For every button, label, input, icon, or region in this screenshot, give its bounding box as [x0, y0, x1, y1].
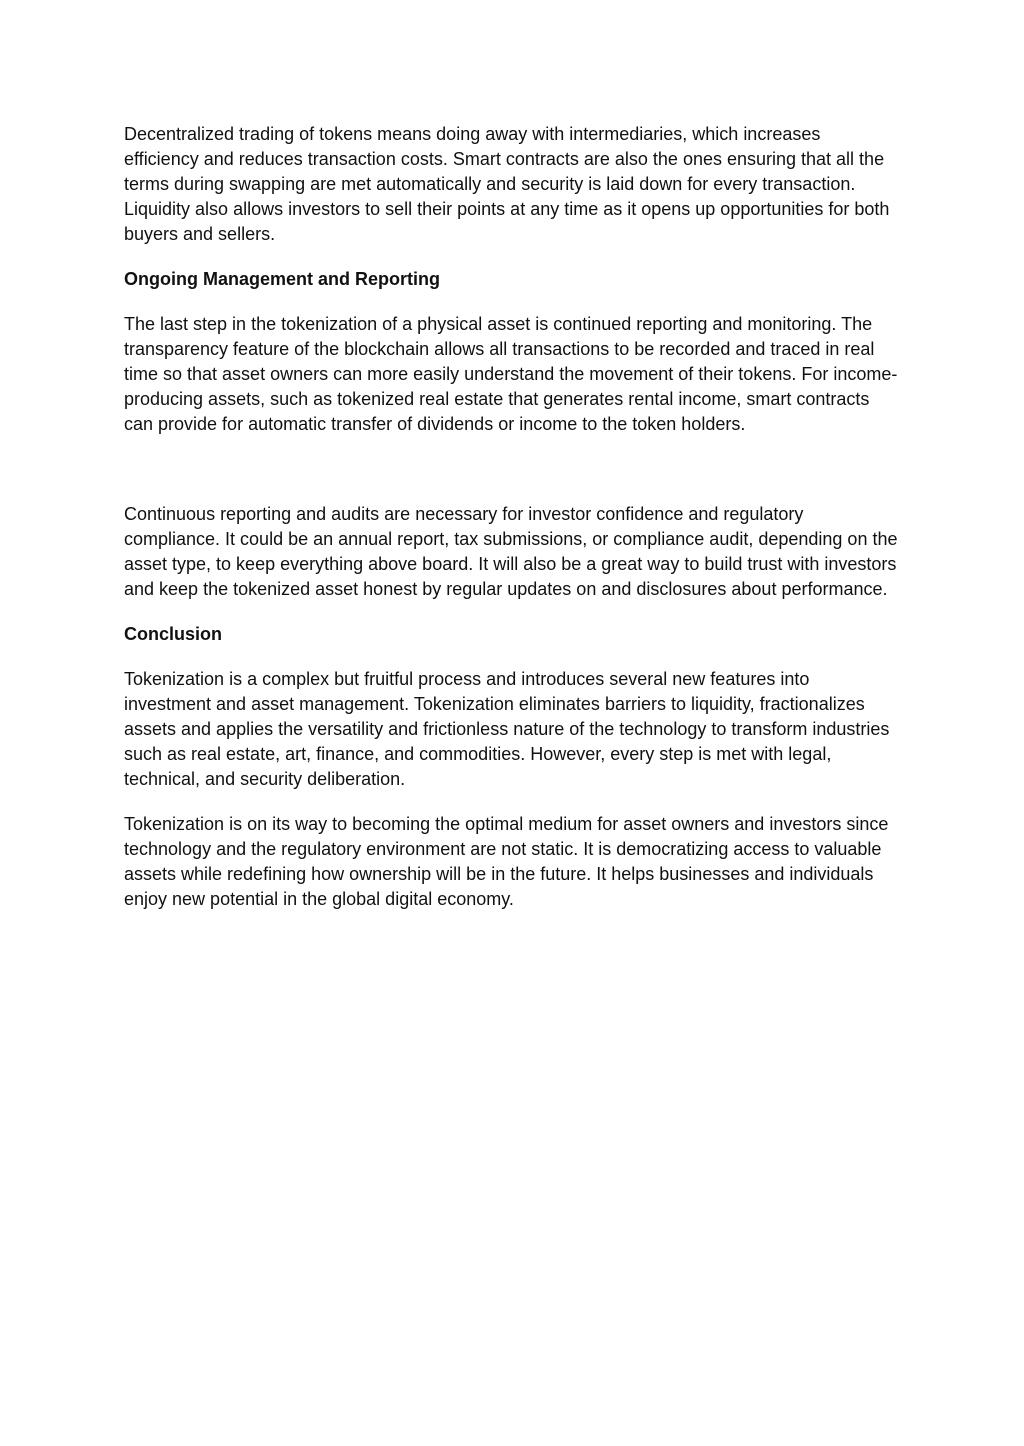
- paragraph-conclusion-2: Tokenization is on its way to becoming the optimal medium for asset owners and investors since technology and the regulatory environment are not static. It is democratizing access to valuable assets while redefining how ownership will be in the future. It helps businesses and individuals enjoy new potential in the global digital economy.: [124, 814, 889, 909]
- section-heading-conclusion: Conclusion: [124, 624, 222, 644]
- blank-space: [124, 457, 900, 502]
- document-body: [124, 122, 900, 932]
- paragraph-reporting-monitoring: The last step in the tokenization of a physical asset is continued reporting and monitoring. The transparency feature of the blockchain allows all transactions to be recorded and traced in real time so that asset owners can more easily understand the movement of their tokens. For income-producing assets, such as tokenized real estate that generates rental income, smart contracts can provide for automatic transfer of dividends or income to the token holders.: [124, 314, 898, 434]
- paragraph-conclusion-1: Tokenization is a complex but fruitful process and introduces several new features into investment and asset management. Tokenization eliminates barriers to liquidity, fractionalizes assets and applies the versatility and frictionless nature of the technology to transform industries such as real estate, art, finance, and commodities. However, every step is met with legal, technical, and security deliberation.: [124, 669, 890, 789]
- paragraph-continuous-reporting: Continuous reporting and audits are necessary for investor confidence and regulatory compliance. It could be an annual report, tax submissions, or compliance audit, depending on the asset type, to keep everything above board. It will also be a great way to build trust with investors and keep the tokenized asset honest by regular updates on and disclosures about performance.: [124, 504, 898, 599]
- paragraph-decentralized-trading: Decentralized trading of tokens means doing away with intermediaries, which increases efficiency and reduces transaction costs. Smart contracts are also the ones ensuring that all the terms during swapping are met automatically and security is laid down for every transaction. Liquidity also allows investors to sell their points at any time as it opens up opportunities for both buyers and sellers.: [124, 124, 890, 244]
- section-heading-ongoing-management: Ongoing Management and Reporting: [124, 269, 440, 289]
